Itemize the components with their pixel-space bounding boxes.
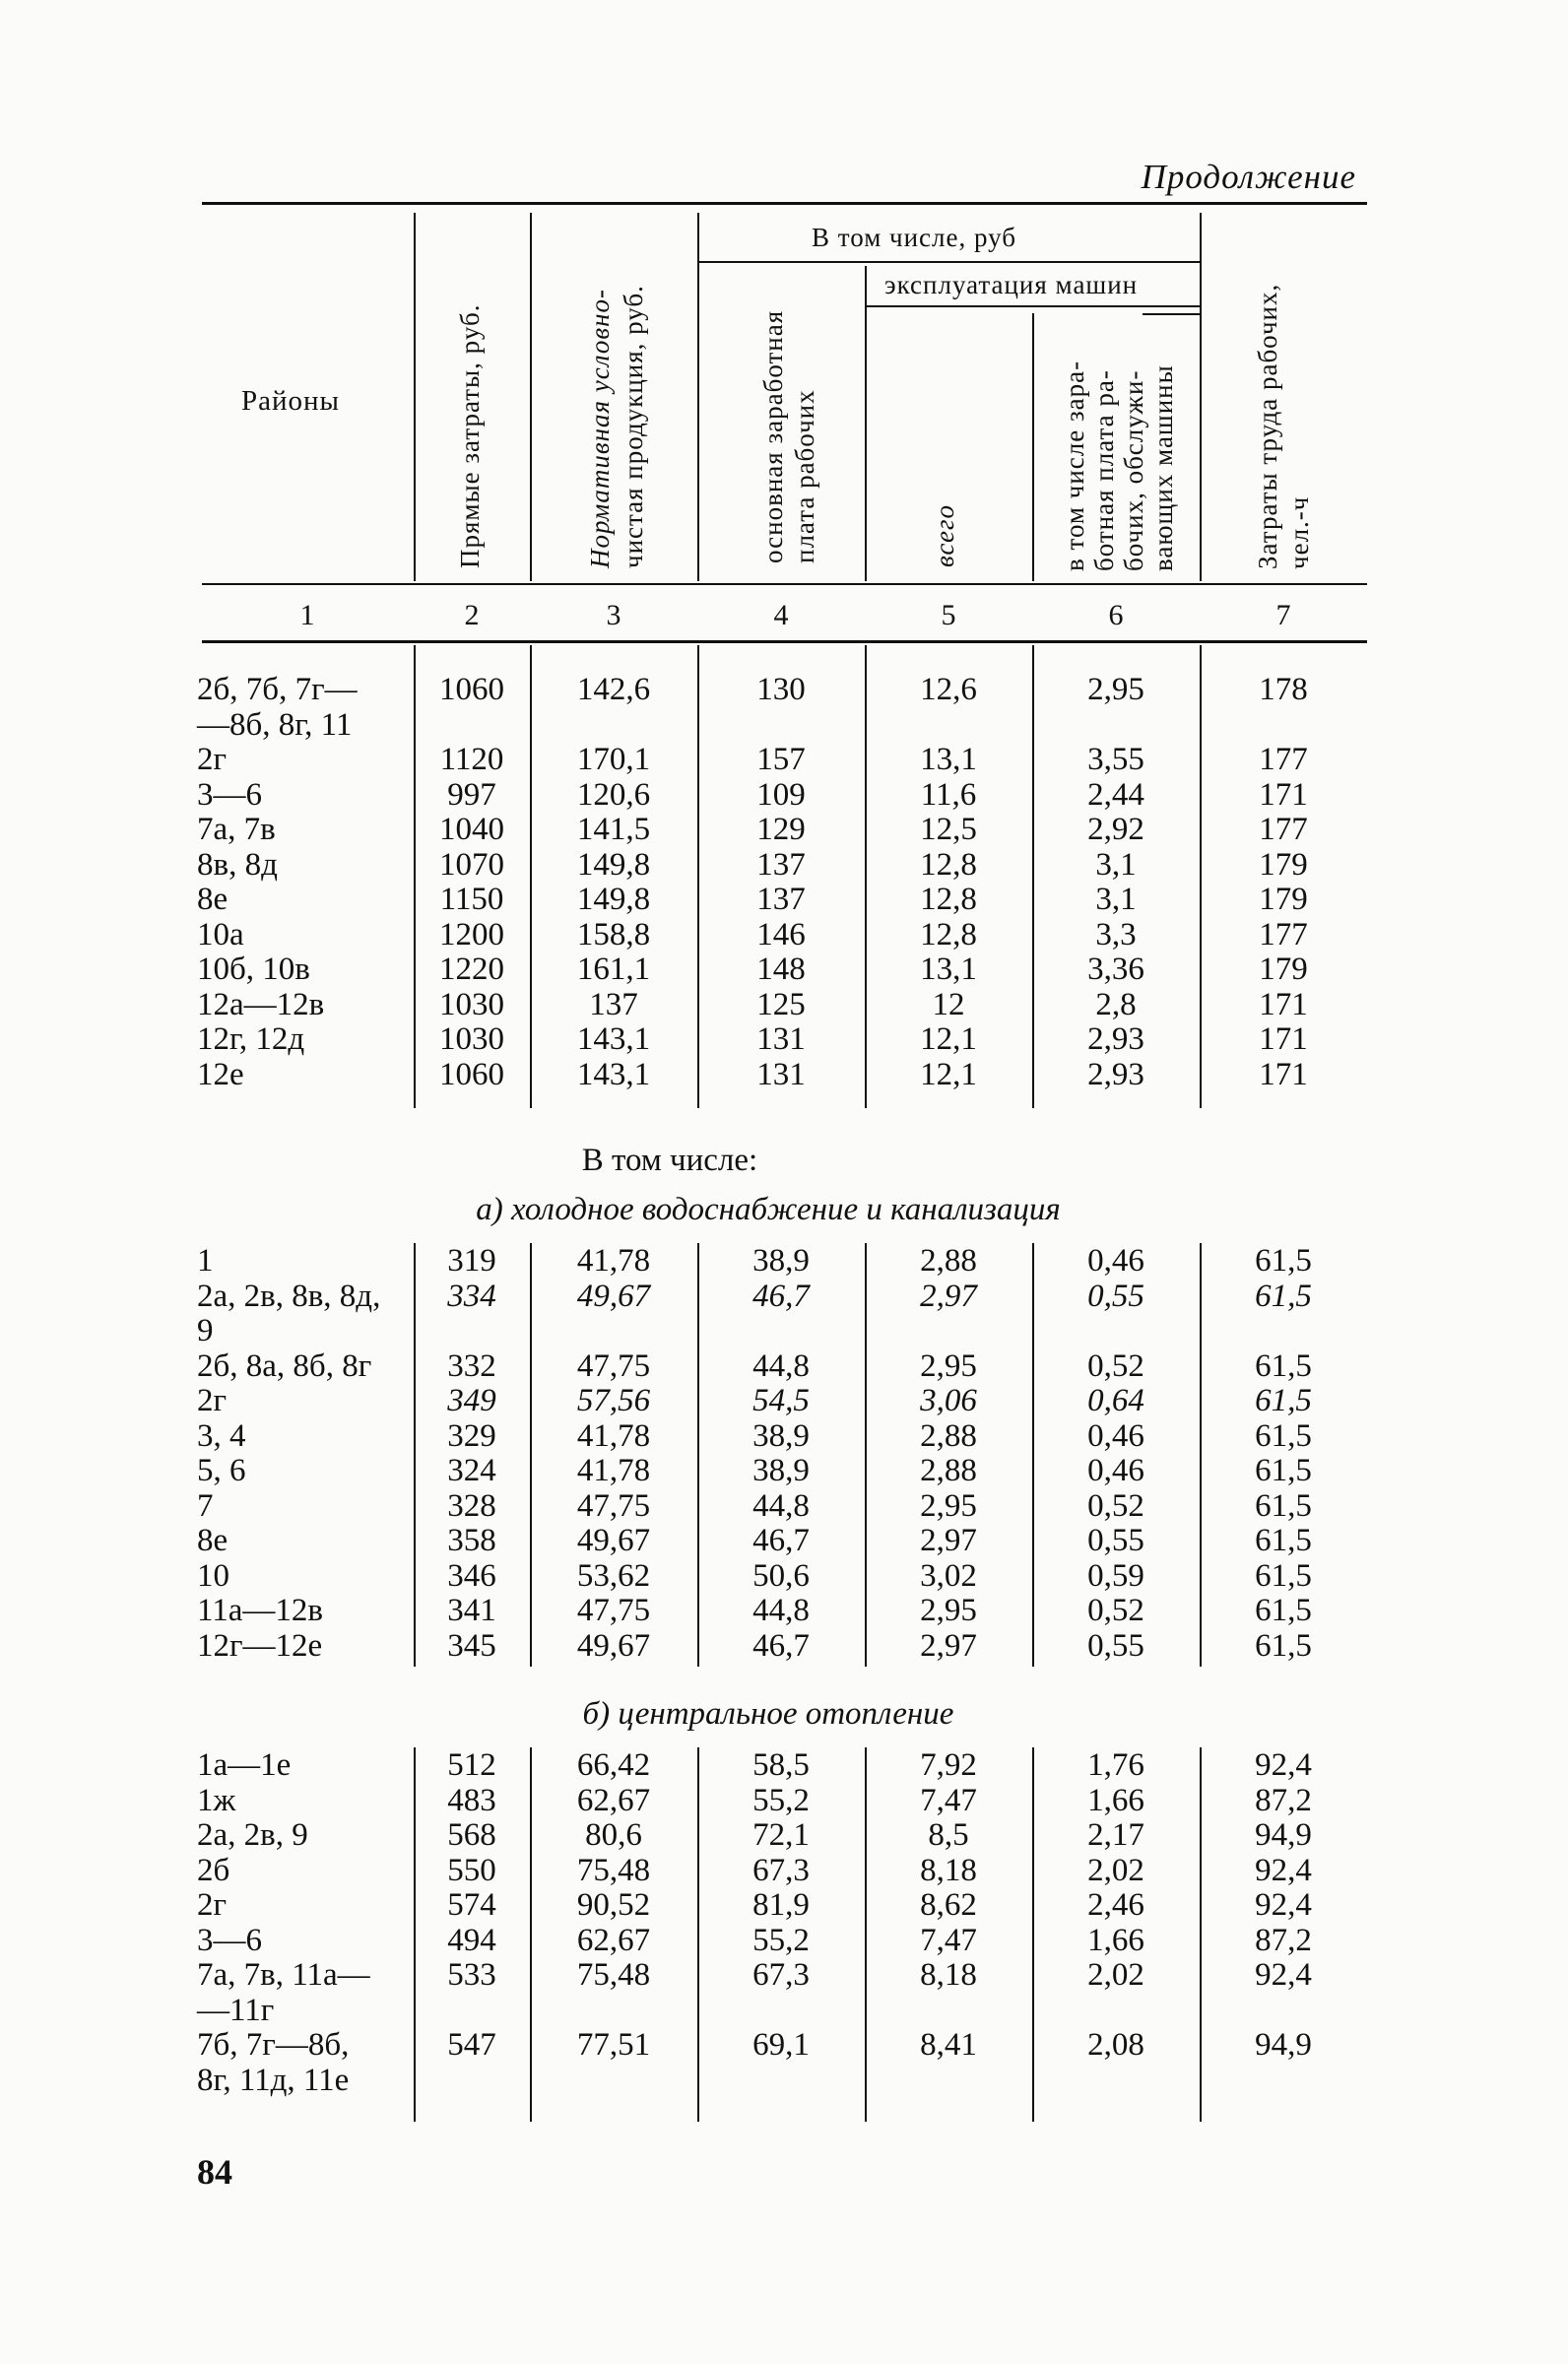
column-number-5: 5 [941,599,956,631]
a-rows-cell: 44,8 [752,1347,810,1384]
b-rows-cell: 2,02 [1087,1852,1144,1888]
a-rows-cell: 0,55 [1087,1523,1144,1558]
a-rows-cell: 10 [197,1557,229,1594]
a-rows-cell: 2,97 [920,1523,977,1558]
a-rows-cell: 46,7 [752,1278,810,1314]
a-rows-cell: 2,95 [920,1347,977,1384]
main-rows-cell: 109 [756,776,806,813]
b-rows-cell: 8,41 [920,2027,977,2063]
b-rows-cell: 55,2 [752,1782,810,1818]
a-rows-cell: 49,67 [576,1627,651,1664]
b-rows-cell: 8,18 [920,1852,977,1888]
b-rows-cell: 8,62 [920,1887,977,1923]
main-rows-cell: 142,6 [576,672,651,707]
main-rows-cell: 158,8 [576,916,651,952]
b-rows-cell: 1,76 [1087,1747,1144,1783]
a-rows-cell: 0,52 [1087,1593,1144,1628]
a-rows-cell: 2а, 2в, 8в, 8д, [197,1278,381,1314]
header-regions: Районы [241,385,341,417]
a-rows-cell: 47,75 [576,1487,651,1524]
header-base-wages-b: плата рабочих [790,389,819,563]
main-rows-cell: 997 [447,776,496,813]
b-rows-cell: 512 [447,1747,496,1783]
a-rows-cell: 2б, 8а, 8б, 8г [197,1347,372,1384]
b-vline-2 [530,1747,532,2122]
a-rows-cell: 61,5 [1255,1487,1312,1524]
a-rows-cell: 2,97 [920,1278,977,1314]
header-labor-a: Затраты труда рабочих, [1253,283,1282,569]
main-rows-cell: 131 [756,1056,806,1092]
group-header-rule [697,261,1202,263]
main-rows-cell: 3—6 [197,776,262,813]
header-total: всего [930,503,959,567]
b-rows-cell: 494 [447,1922,496,1958]
header-labor-b: чел.-ч [1284,495,1314,569]
main-rows-cell: 2,44 [1087,776,1144,813]
main-rows-cell: 129 [756,812,806,847]
main-rows-cell: 1200 [439,916,504,952]
header-machines: эксплуатация машин [884,270,1139,299]
a-rows-cell: 3,06 [920,1383,977,1418]
machines-header-rule [867,305,1202,307]
b-rows-cell: 92,4 [1255,1887,1312,1923]
column-number-1: 1 [299,599,315,631]
header-bottom-rule [202,583,1367,585]
a-rows-cell: 53,62 [576,1557,651,1594]
a-rows-cell: 61,5 [1255,1383,1312,1418]
b-rows-cell: 67,3 [752,1957,810,1993]
a-rows-cell: 0,59 [1087,1557,1144,1594]
main-rows-cell: 8в, 8д [197,846,278,883]
b-rows-cell: 574 [447,1887,496,1923]
body-vline-2 [530,645,532,1108]
a-rows-cell: 61,5 [1255,1278,1312,1314]
a-rows-cell: 7 [197,1487,214,1524]
b-rows-cell: 483 [447,1782,496,1818]
main-rows-cell: 1220 [439,952,504,987]
a-rows-cell: 2,88 [920,1417,977,1454]
main-rows-cell: 13,1 [920,742,977,777]
main-rows-cell: 11,6 [920,776,977,813]
main-rows-cell: 171 [1259,1056,1308,1092]
a-rows-cell: 49,67 [576,1523,651,1558]
b-rows-cell: 94,9 [1255,1817,1312,1853]
main-rows-cell: 143,1 [576,1021,651,1057]
b-rows-cell: 75,48 [576,1957,651,1993]
main-rows-cell: 161,1 [576,952,651,987]
main-rows-cell: —8б, 8г, 11 [197,706,353,743]
b-rows-cell: 568 [447,1817,496,1853]
a-rows-cell: 324 [447,1453,496,1488]
b-rows-cell: 3—6 [197,1922,262,1958]
main-rows-cell: 2,93 [1087,1056,1144,1092]
a-rows-cell: 332 [447,1347,496,1384]
a-rows-cell: 2,97 [920,1627,977,1664]
column-number-7: 7 [1275,599,1291,631]
b-vline-1 [414,1747,416,2122]
a-rows-cell: 61,5 [1255,1347,1312,1384]
main-rows-cell: 125 [756,986,806,1022]
main-rows-cell: 2б, 7б, 7г— [197,672,358,707]
b-rows-cell: —11г [197,1992,275,2028]
main-rows-cell: 143,1 [576,1056,651,1092]
a-rows-cell: 0,52 [1087,1487,1144,1524]
a-rows-cell: 358 [447,1523,496,1558]
a-rows-cell: 2,88 [920,1453,977,1488]
body-vline-1 [414,645,416,1108]
main-rows-cell: 12 [932,986,965,1022]
including-caption: В том числе: [581,1143,758,1178]
a-rows-cell: 0,52 [1087,1347,1144,1384]
a-rows-cell: 5, 6 [197,1453,246,1488]
a-vline-5 [1032,1243,1034,1667]
main-rows-cell: 2,95 [1087,672,1144,707]
b-vline-4 [865,1747,867,2122]
a-vline-2 [530,1243,532,1667]
b-rows-cell: 1ж [197,1782,236,1818]
a-rows-cell: 61,5 [1255,1243,1312,1279]
b-rows-cell: 81,9 [752,1887,810,1923]
b-rows-cell: 7,92 [920,1747,977,1783]
b-rows-cell: 7,47 [920,1922,977,1958]
a-rows-cell: 41,78 [576,1243,651,1279]
b-rows-cell: 547 [447,2027,496,2063]
header-direct-costs: Прямые затраты, руб. [455,303,485,568]
a-vline-1 [414,1243,416,1667]
a-rows-cell: 61,5 [1255,1593,1312,1628]
a-rows-cell: 8е [197,1523,229,1558]
b-rows-cell: 8г, 11д, 11е [197,2062,350,2098]
a-rows-cell: 346 [447,1557,496,1594]
main-rows-cell: 157 [756,742,806,777]
main-rows-cell: 2,92 [1087,812,1144,847]
a-rows-cell: 61,5 [1255,1557,1312,1594]
b-rows-cell: 2а, 2в, 9 [197,1817,308,1853]
b-rows-cell: 62,67 [576,1782,651,1818]
main-rows-cell: 1060 [439,672,504,707]
header-vline-4 [865,266,867,581]
main-rows-cell: 7а, 7в [197,812,276,847]
a-rows-cell: 319 [447,1243,496,1279]
main-rows-cell: 148 [756,952,806,987]
a-rows-cell: 3,02 [920,1557,977,1594]
b-rows-cell: 1а—1е [197,1747,292,1783]
page-number: 84 [197,2152,232,2192]
main-rows-cell: 3,1 [1095,882,1137,917]
a-vline-3 [697,1243,699,1667]
main-rows-cell: 3,36 [1087,952,1144,987]
header-net-product-a: Нормативная условно- [585,289,615,568]
header-machine-wages-d: вающих машины [1148,364,1178,571]
b-vline-3 [697,1747,699,2122]
main-rows-cell: 1120 [439,742,504,777]
a-rows-cell: 2,95 [920,1593,977,1628]
a-rows-cell: 0,46 [1087,1417,1144,1454]
column-numbers-rule [202,640,1367,643]
header-vline-3 [697,213,699,581]
b-rows-cell: 67,3 [752,1852,810,1888]
header-machine-wages-b: ботная плата ра- [1089,369,1119,571]
a-rows-cell: 341 [447,1593,496,1628]
a-rows-cell: 0,55 [1087,1278,1144,1314]
b-rows-cell: 77,51 [576,2027,651,2063]
b-rows-cell: 2,02 [1087,1957,1144,1993]
header-vline-6 [1200,213,1202,581]
main-rows-cell: 1030 [439,1021,504,1057]
header-net-product-b: чистая продукция, руб. [619,285,648,568]
a-rows-cell: 2,88 [920,1243,977,1279]
a-rows-cell: 57,56 [576,1383,651,1418]
b-rows-cell: 80,6 [585,1817,642,1853]
main-rows-cell: 179 [1259,882,1308,917]
main-rows-cell: 130 [756,672,806,707]
a-rows-cell: 349 [447,1383,496,1418]
a-rows-cell: 47,75 [576,1593,651,1628]
continuation-label: Продолжение [1141,158,1356,196]
a-rows-cell: 41,78 [576,1417,651,1454]
main-rows-cell: 171 [1259,1021,1308,1057]
machines-header-rule-2 [1143,313,1202,315]
main-rows-cell: 141,5 [576,812,651,847]
b-rows-cell: 55,2 [752,1922,810,1958]
main-rows-cell: 12,1 [920,1056,977,1092]
header-machine-wages-c: бочих, обслужи- [1119,369,1148,571]
main-rows-cell: 3,1 [1095,846,1137,883]
b-rows-cell: 2,17 [1087,1817,1144,1853]
main-rows-cell: 1070 [439,846,504,883]
a-rows-cell: 49,67 [576,1278,651,1314]
main-rows-cell: 12,8 [920,846,977,883]
main-rows-cell: 12е [197,1056,244,1092]
main-rows-cell: 10б, 10в [197,952,310,987]
a-rows-cell: 44,8 [752,1487,810,1524]
b-rows-cell: 2г [197,1887,228,1923]
b-rows-cell: 87,2 [1255,1782,1312,1818]
main-rows-cell: 12,8 [920,916,977,952]
main-rows-cell: 12,8 [920,882,977,917]
a-rows-cell: 46,7 [752,1627,810,1664]
a-rows-cell: 38,9 [752,1243,810,1279]
main-rows-cell: 10а [197,916,244,952]
main-rows-cell: 177 [1259,812,1308,847]
b-rows-cell: 58,5 [752,1747,810,1783]
b-rows-cell: 75,48 [576,1852,651,1888]
main-rows-cell: 137 [756,846,806,883]
body-vline-4 [865,645,867,1108]
a-rows-cell: 1 [197,1243,214,1279]
header-group-including: В том числе, руб [812,223,1017,252]
main-rows-cell: 13,1 [920,952,977,987]
a-rows-cell: 2,95 [920,1487,977,1524]
b-rows-cell: 92,4 [1255,1747,1312,1783]
main-rows-cell: 178 [1259,672,1308,707]
b-rows-cell: 90,52 [576,1887,651,1923]
b-rows-cell: 94,9 [1255,2027,1312,2063]
body-vline-5 [1032,645,1034,1108]
a-rows-cell: 0,64 [1087,1383,1144,1418]
b-rows-cell: 8,18 [920,1957,977,1993]
a-rows-cell: 12г—12е [197,1627,323,1664]
main-rows-cell: 1040 [439,812,504,847]
a-rows-cell: 61,5 [1255,1627,1312,1664]
b-rows-cell: 2б [197,1852,230,1888]
section-b-caption: б) центральное отопление [582,1696,954,1732]
main-rows-cell: 12г, 12д [197,1021,305,1057]
main-rows-cell: 1150 [439,882,504,917]
main-rows-cell: 177 [1259,916,1308,952]
a-rows-cell: 46,7 [752,1523,810,1558]
section-a-caption: а) холодное водоснабжение и канализация [476,1192,1061,1227]
b-rows-cell: 533 [447,1957,496,1993]
a-rows-cell: 2г [197,1383,228,1418]
column-number-3: 3 [606,599,621,631]
main-rows-cell: 171 [1259,776,1308,813]
b-rows-cell: 2,08 [1087,2027,1144,2063]
main-rows-cell: 3,3 [1095,916,1137,952]
main-rows-cell: 3,55 [1087,742,1144,777]
b-rows-cell: 7б, 7г—8б, [197,2027,350,2063]
b-rows-cell: 69,1 [752,2027,810,2063]
main-rows-cell: 137 [589,986,638,1022]
main-rows-cell: 1030 [439,986,504,1022]
b-rows-cell: 66,42 [576,1747,651,1783]
header-base-wages-a: основная заработная [758,309,788,563]
a-rows-cell: 54,5 [752,1383,810,1418]
column-number-2: 2 [464,599,480,631]
main-rows-cell: 170,1 [576,742,651,777]
a-rows-cell: 61,5 [1255,1453,1312,1488]
main-rows-cell: 146 [756,916,806,952]
main-rows-cell: 171 [1259,986,1308,1022]
main-rows-cell: 2,8 [1095,986,1137,1022]
main-rows-cell: 131 [756,1021,806,1057]
a-rows-cell: 61,5 [1255,1417,1312,1454]
header-vline-1 [414,213,416,581]
a-rows-cell: 0,55 [1087,1627,1144,1664]
b-rows-cell: 7а, 7в, 11а— [197,1957,370,1993]
a-rows-cell: 50,6 [752,1557,810,1594]
header-vline-5 [1032,313,1034,581]
a-rows-cell: 9 [197,1313,214,1348]
a-rows-cell: 3, 4 [197,1417,246,1454]
body-vline-3 [697,645,699,1108]
b-vline-6 [1200,1747,1202,2122]
main-rows-cell: 12,1 [920,1021,977,1057]
main-rows-cell: 149,8 [576,882,651,917]
a-rows-cell: 44,8 [752,1593,810,1628]
main-rows-cell: 12,6 [920,672,977,707]
a-rows-cell: 345 [447,1627,496,1664]
main-rows-cell: 12а—12в [197,986,325,1022]
main-rows-cell: 2г [197,742,228,777]
b-vline-5 [1032,1747,1034,2122]
b-rows-cell: 1,66 [1087,1782,1144,1818]
b-rows-cell: 550 [447,1852,496,1888]
a-rows-cell: 41,78 [576,1453,651,1488]
a-vline-4 [865,1243,867,1667]
a-rows-cell: 334 [447,1278,496,1314]
b-rows-cell: 72,1 [752,1817,810,1853]
b-rows-cell: 8,5 [928,1817,969,1853]
b-rows-cell: 87,2 [1255,1922,1312,1958]
b-rows-cell: 1,66 [1087,1922,1144,1958]
a-rows-cell: 0,46 [1087,1453,1144,1488]
table-top-rule [202,202,1367,205]
column-number-4: 4 [773,599,789,631]
a-rows-cell: 38,9 [752,1417,810,1454]
main-rows-cell: 149,8 [576,846,651,883]
body-vline-6 [1200,645,1202,1108]
main-rows-cell: 12,5 [920,812,977,847]
main-rows-cell: 2,93 [1087,1021,1144,1057]
header-machine-wages-a: в том числе зара- [1060,360,1089,571]
main-rows-cell: 177 [1259,742,1308,777]
main-rows-cell: 1060 [439,1056,504,1092]
a-rows-cell: 329 [447,1417,496,1454]
main-rows-cell: 179 [1259,952,1308,987]
a-rows-cell: 328 [447,1487,496,1524]
a-rows-cell: 61,5 [1255,1523,1312,1558]
b-rows-cell: 92,4 [1255,1852,1312,1888]
a-rows-cell: 11а—12в [197,1593,324,1628]
a-rows-cell: 0,46 [1087,1243,1144,1279]
b-rows-cell: 2,46 [1087,1887,1144,1923]
main-rows-cell: 137 [756,882,806,917]
main-rows-cell: 120,6 [576,776,651,813]
main-rows-cell: 179 [1259,846,1308,883]
main-rows-cell: 8е [197,882,229,917]
header-vline-2 [530,213,532,581]
a-vline-6 [1200,1243,1202,1667]
b-rows-cell: 7,47 [920,1782,977,1818]
b-rows-cell: 62,67 [576,1922,651,1958]
b-rows-cell: 92,4 [1255,1957,1312,1993]
a-rows-cell: 47,75 [576,1347,651,1384]
column-number-6: 6 [1108,599,1124,631]
a-rows-cell: 38,9 [752,1453,810,1488]
